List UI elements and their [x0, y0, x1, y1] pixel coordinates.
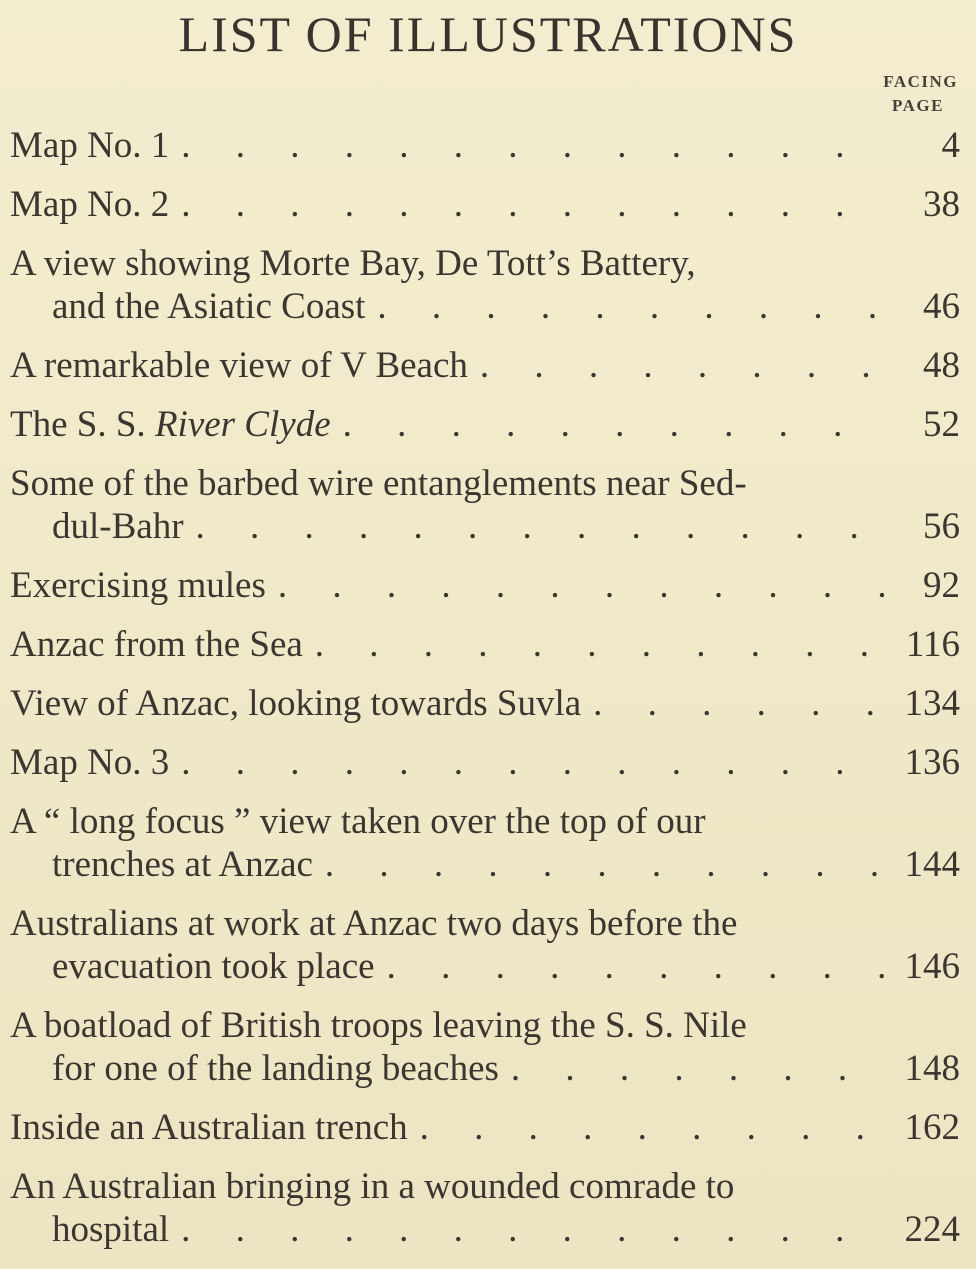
list-item: [10, 902, 960, 988]
list-item: [10, 183, 960, 226]
illustration-caption: Anzac from the Sea: [10, 624, 303, 665]
leader-dots: [278, 564, 890, 607]
page-title: LIST OF ILLUSTRATIONS: [178, 6, 798, 62]
leader-dots: [343, 403, 890, 446]
page-number: 4: [941, 125, 960, 166]
illustration-caption: Map No. 3: [10, 742, 170, 783]
page-number: 224: [904, 1209, 960, 1250]
page-number: 146: [904, 946, 960, 987]
illustrations-list: [10, 124, 960, 1267]
list-item: [10, 741, 960, 784]
list-item: [10, 124, 960, 167]
list-item: [10, 800, 960, 886]
list-item: [10, 344, 960, 387]
leader-dots: [377, 285, 890, 328]
ship-name-italic: River Clyde: [154, 404, 331, 445]
leader-dots: [387, 945, 890, 988]
list-item: [10, 1106, 960, 1149]
page-number: 136: [904, 742, 960, 783]
page-number: 134: [904, 683, 960, 724]
page-number: 92: [923, 565, 960, 606]
list-item: [10, 1004, 960, 1090]
illustration-caption: Map No. 1: [10, 125, 170, 166]
illustration-caption-continued: dul-Bahr: [52, 506, 184, 547]
illustration-caption: A view showing Morte Bay, De Tott’s Battery,: [10, 243, 696, 284]
page-number: 162: [904, 1107, 960, 1148]
illustration-caption: Exercising mules: [10, 565, 266, 606]
illustration-caption: [10, 403, 331, 446]
page-number: 144: [904, 844, 960, 885]
leader-dots: [325, 843, 890, 886]
illustration-caption: A remarkable view of V Beach: [10, 345, 468, 386]
illustration-caption: A boatload of British troops leaving the S. S. Nile: [10, 1005, 747, 1046]
illustration-caption: A “ long focus ” view taken over the top of our: [10, 801, 706, 842]
page-number: 148: [904, 1048, 960, 1089]
illustration-caption: Map No. 2: [10, 184, 170, 225]
list-item: [10, 242, 960, 328]
leader-dots: [480, 344, 890, 387]
facing-label: FACING: [883, 72, 958, 91]
illustration-caption: Some of the barbed wire entanglements near Sed-: [10, 463, 747, 504]
illustration-caption: Inside an Australian trench: [10, 1107, 408, 1148]
list-item: [10, 462, 960, 548]
illustration-caption-continued: evacuation took place: [52, 946, 375, 987]
list-item: [10, 564, 960, 607]
leader-dots: [420, 1106, 890, 1149]
page-label: PAGE: [892, 96, 944, 115]
list-item: [10, 682, 960, 725]
illustration-caption: View of Anzac, looking towards Suvla: [10, 683, 582, 724]
page-number: 52: [923, 404, 960, 445]
page-number: 56: [923, 506, 960, 547]
leader-dots: [181, 1208, 890, 1251]
leader-dots: [181, 741, 890, 784]
leader-dots: [181, 124, 890, 167]
list-item: [10, 623, 960, 666]
illustration-caption-continued: for one of the landing beaches: [52, 1048, 499, 1089]
leader-dots: [511, 1047, 890, 1090]
illustration-caption-continued: hospital: [52, 1209, 170, 1250]
page-number: 38: [923, 184, 960, 225]
caption-roman: The S. S.: [10, 404, 155, 445]
illustration-caption-continued: and the Asiatic Coast: [52, 286, 366, 327]
page-number: 116: [905, 624, 960, 665]
list-item: [10, 1165, 960, 1251]
leader-dots: [315, 623, 890, 666]
leader-dots: [181, 183, 890, 226]
leader-dots: [593, 682, 890, 725]
page-number: 46: [923, 286, 960, 327]
page-number: 48: [923, 345, 960, 386]
illustration-caption: Australians at work at Anzac two days before the: [10, 903, 738, 944]
illustration-caption: An Australian bringing in a wounded comrade to: [10, 1166, 735, 1207]
illustration-caption-continued: trenches at Anzac: [52, 844, 313, 885]
leader-dots: [196, 505, 890, 548]
facing-page-heading: [848, 70, 958, 118]
list-item: [10, 403, 960, 446]
